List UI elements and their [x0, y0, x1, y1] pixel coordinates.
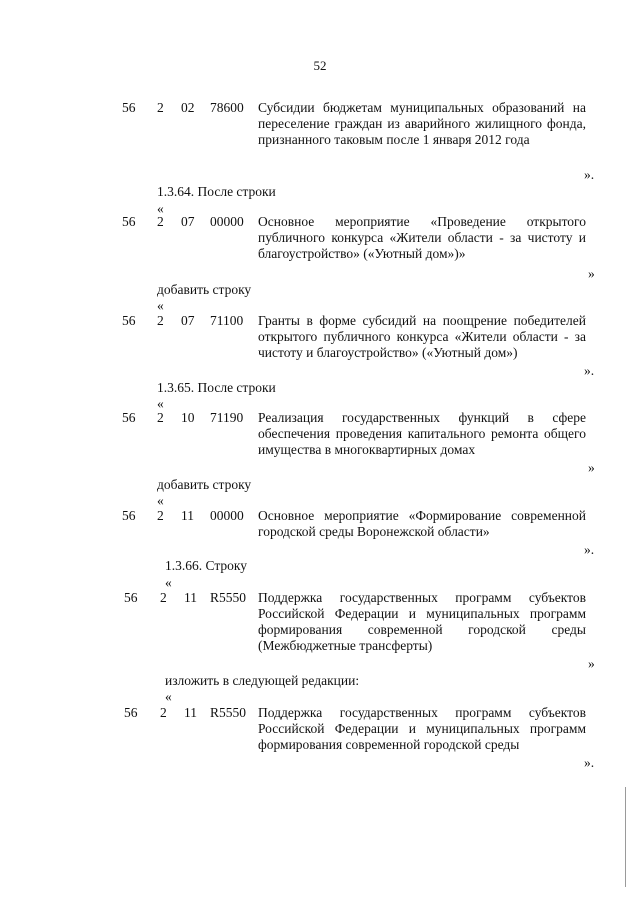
row-description: Гранты в форме субсидий на поощрение победителей открытого публичного конкурса «Жители области - за чистоту и благоустройство» («Уютный дом»): [258, 313, 586, 360]
amendment-label: изложить в следующей редакции:: [165, 673, 360, 688]
direction-code: R5550: [210, 590, 247, 605]
subsection-code: 2: [157, 410, 164, 425]
closing-quote: ».: [584, 363, 595, 378]
page-number: 52: [313, 58, 327, 73]
subsection-code: 2: [160, 590, 167, 605]
subsection-code: 2: [157, 313, 164, 328]
row-description: Основное мероприятие «Формирование современной городской среды Воронежской области»: [258, 508, 586, 539]
scan-edge-line: [625, 787, 626, 887]
program-code: 11: [184, 705, 197, 720]
amendment-label: добавить строку: [157, 477, 252, 492]
section-code: 56: [122, 508, 136, 523]
closing-quote: ».: [584, 755, 595, 770]
row-description: Поддержка государственных программ субъектов Российской Федерации и муниципальных программ формирования современной городской среды: [258, 705, 586, 752]
section-code: 56: [122, 313, 136, 328]
opening-quote: «: [157, 396, 164, 411]
closing-quote: »: [588, 266, 595, 281]
closing-quote: »: [588, 656, 595, 671]
closing-quote: ».: [584, 542, 595, 557]
program-code: 10: [181, 410, 195, 425]
direction-code: R5550: [210, 705, 247, 720]
direction-code: 00000: [210, 508, 244, 523]
amendment-label: 1.3.64. После строки: [157, 184, 276, 199]
section-code: 56: [124, 705, 138, 720]
row-description: Поддержка государственных программ субъектов Российской Федерации и муниципальных программ формирования современной городской среды (Межбюджетные трансферты): [258, 590, 586, 653]
row-description: Основное мероприятие «Проведение открытого публичного конкурса «Жители области - за чистоту и благоустройство» («Уютный дом»)»: [258, 214, 586, 261]
direction-code: 71190: [210, 410, 244, 425]
program-code: 07: [181, 313, 195, 328]
closing-quote: ».: [584, 167, 595, 182]
subsection-code: 2: [160, 705, 167, 720]
program-code: 11: [181, 508, 194, 523]
subsection-code: 2: [157, 100, 164, 115]
subsection-code: 2: [157, 508, 164, 523]
direction-code: 71100: [210, 313, 244, 328]
direction-code: 78600: [210, 100, 244, 115]
program-code: 07: [181, 214, 195, 229]
amendment-label: 1.3.66. Строку: [165, 558, 248, 573]
section-code: 56: [122, 214, 136, 229]
subsection-code: 2: [157, 214, 164, 229]
program-code: 02: [181, 100, 195, 115]
opening-quote: «: [157, 298, 164, 313]
direction-code: 00000: [210, 214, 244, 229]
section-code: 56: [124, 590, 138, 605]
row-description: Реализация государственных функций в сфере обеспечения проведения капитального ремонта общего имущества в многоквартирных домах: [258, 410, 586, 457]
opening-quote: «: [157, 201, 164, 216]
opening-quote: «: [165, 689, 172, 704]
amendment-label: 1.3.65. После строки: [157, 380, 276, 395]
section-code: 56: [122, 100, 136, 115]
opening-quote: «: [157, 493, 164, 508]
row-description: Субсидии бюджетам муниципальных образований на переселение граждан из аварийного жилищного фонда, признанного таковым после 1 января 2012 года: [258, 100, 586, 147]
program-code: 11: [184, 590, 197, 605]
section-code: 56: [122, 410, 136, 425]
closing-quote: »: [588, 460, 595, 475]
amendment-label: добавить строку: [157, 282, 252, 297]
opening-quote: «: [165, 575, 172, 590]
